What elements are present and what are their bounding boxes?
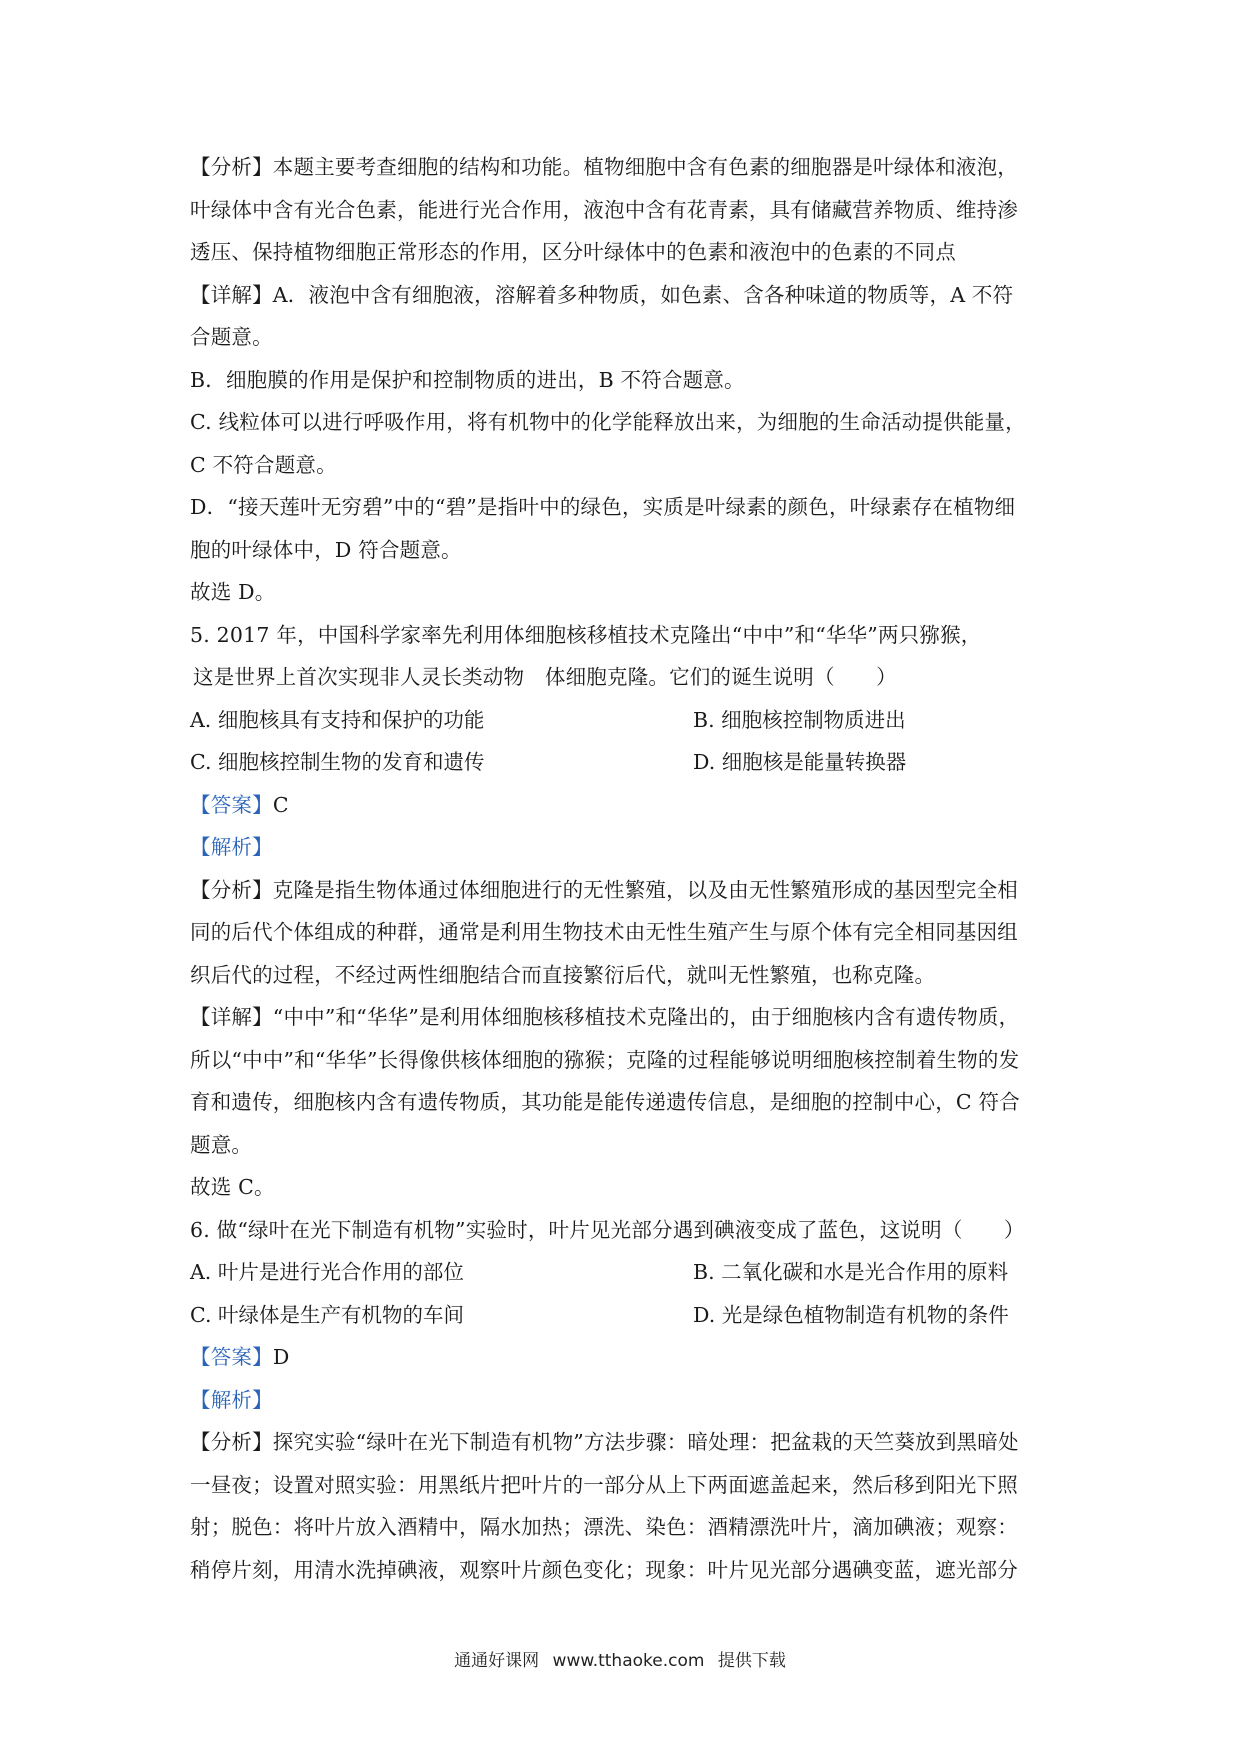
answer-value: C: [272, 792, 289, 817]
text-line: 胞的叶绿体中，D 符合题意。: [190, 537, 462, 562]
document-body: [190, 146, 1062, 1591]
option-b: B. 细胞核控制物质进出: [693, 707, 906, 732]
options-row: [190, 741, 1062, 784]
text-line: 同的后代个体组成的种群，通常是利用生物技术由无性生殖产生与原个体有完全相同基因组: [190, 920, 1018, 944]
q4-detail: [190, 274, 1062, 614]
footer-site-name: 通通好课网: [454, 1651, 540, 1671]
option-a: A. 叶片是进行光合作用的部位: [190, 1260, 464, 1284]
text-line: D．“接天莲叶无穷碧”中的“碧”是指叶中的绿色，实质是叶绿素的颜色，叶绿素存在植物细: [190, 495, 1016, 519]
options-row: [190, 1294, 1062, 1337]
text-line: 【分析】本题主要考查细胞的结构和功能。植物细胞中含有色素的细胞器是叶绿体和液泡，: [190, 155, 1018, 179]
answer-line: [190, 784, 1062, 827]
answer-value: D: [272, 1345, 290, 1369]
text-line: 【分析】克隆是指生物体通过体细胞进行的无性繁殖，以及由无性繁殖形成的基因型完全相: [190, 877, 1018, 902]
explain-label: 【解析】: [190, 1387, 273, 1412]
page-footer: [0, 1646, 1240, 1671]
text-line: 合题意。: [190, 325, 273, 349]
text-line: 稍停片刻，用清水洗掉碘液，观察叶片颜色变化；现象：叶片见光部分遇碘变蓝，遮光部分: [190, 1557, 1018, 1582]
question-stem: 5. 2017 年，中国科学家率先利用体细胞核移植技术克隆出“中中”和“华华”两只猕猴，: [190, 622, 982, 647]
option-c: C. 细胞核控制生物的发育和遗传: [190, 750, 485, 774]
text-line: C. 线粒体可以进行呼吸作用，将有机物中的化学能释放出来，为细胞的生命活动提供能量，: [190, 410, 1026, 434]
text-line: 题意。: [190, 1132, 253, 1157]
text-line: 故选 C。: [190, 1175, 275, 1199]
text-line: 【分析】探究实验“绿叶在光下制造有机物”方法步骤：暗处理：把盆栽的天竺葵放到黑暗处: [190, 1430, 1019, 1454]
explain-label: 【解析】: [190, 835, 273, 859]
text-line: 故选 D。: [190, 580, 276, 604]
text-line: 育和遗传，细胞核内含有遗传物质，其功能是能传递遗传信息，是细胞的控制中心，C 符合: [190, 1090, 1020, 1114]
question-stem: 6. 做“绿叶在光下制造有机物”实验时，叶片见光部分遇到碘液变成了蓝色，这说明（ ）: [190, 1217, 1025, 1242]
text-line: 射；脱色：将叶片放入酒精中，隔水加热；漂洗、染色：酒精漂洗叶片，滴加碘液；观察：: [190, 1515, 1018, 1539]
answer-label: 【答案】: [190, 792, 273, 817]
text-line: 叶绿体中含有光合色素，能进行光合作用，液泡中含有花青素，具有储藏营养物质、维持渗: [190, 197, 1018, 222]
text-line: C 不符合题意。: [190, 452, 337, 477]
text-line: 【详解】“中中”和“华华”是利用体细胞核移植技术克隆出的，由于细胞核内含有遗传物质，: [190, 1005, 1020, 1029]
q4-analysis: [190, 146, 1062, 274]
text-line: 透压、保持植物细胞正常形态的作用，区分叶绿体中的色素和液泡中的色素的不同点: [190, 240, 956, 264]
text-line: 一昼夜；设置对照实验：用黑纸片把叶片的一部分从上下两面遮盖起来，然后移到阳光下照: [190, 1472, 1018, 1497]
option-c: C. 叶绿体是生产有机物的车间: [190, 1302, 464, 1327]
option-d: D. 光是绿色植物制造有机物的条件: [693, 1302, 1009, 1327]
text-line: 【详解】A．液泡中含有细胞液，溶解着多种物质，如色素、含各种味道的物质等，A 不符: [190, 282, 1014, 307]
text-line: B．细胞膜的作用是保护和控制物质的进出，B 不符合题意。: [190, 367, 745, 392]
text-line: 织后代的过程，不经过两性细胞结合而直接繁衍后代，就叫无性繁殖，也称克隆。: [190, 962, 936, 987]
question-stem: 这是世界上首次实现非人灵长类动物 体细胞克隆。它们的诞生说明（ ）: [193, 665, 897, 689]
question-6: [190, 1209, 1062, 1592]
option-a: A. 细胞核具有支持和保护的功能: [190, 707, 485, 732]
answer-label: 【答案】: [190, 1345, 273, 1369]
option-d: D. 细胞核是能量转换器: [693, 750, 907, 774]
text-line: 所以“中中”和“华华”长得像供核体细胞的猕猴；克隆的过程能够说明细胞核控制着生物的发: [190, 1047, 1020, 1072]
footer-note: 提供下载: [717, 1651, 786, 1671]
answer-line: [190, 1336, 1062, 1379]
option-b: B. 二氧化碳和水是光合作用的原料: [693, 1260, 1009, 1284]
options-row: [190, 1251, 1062, 1294]
question-5: [190, 614, 1062, 1209]
options-row: [190, 699, 1062, 742]
footer-url[interactable]: www.tthaoke.com: [552, 1651, 705, 1671]
